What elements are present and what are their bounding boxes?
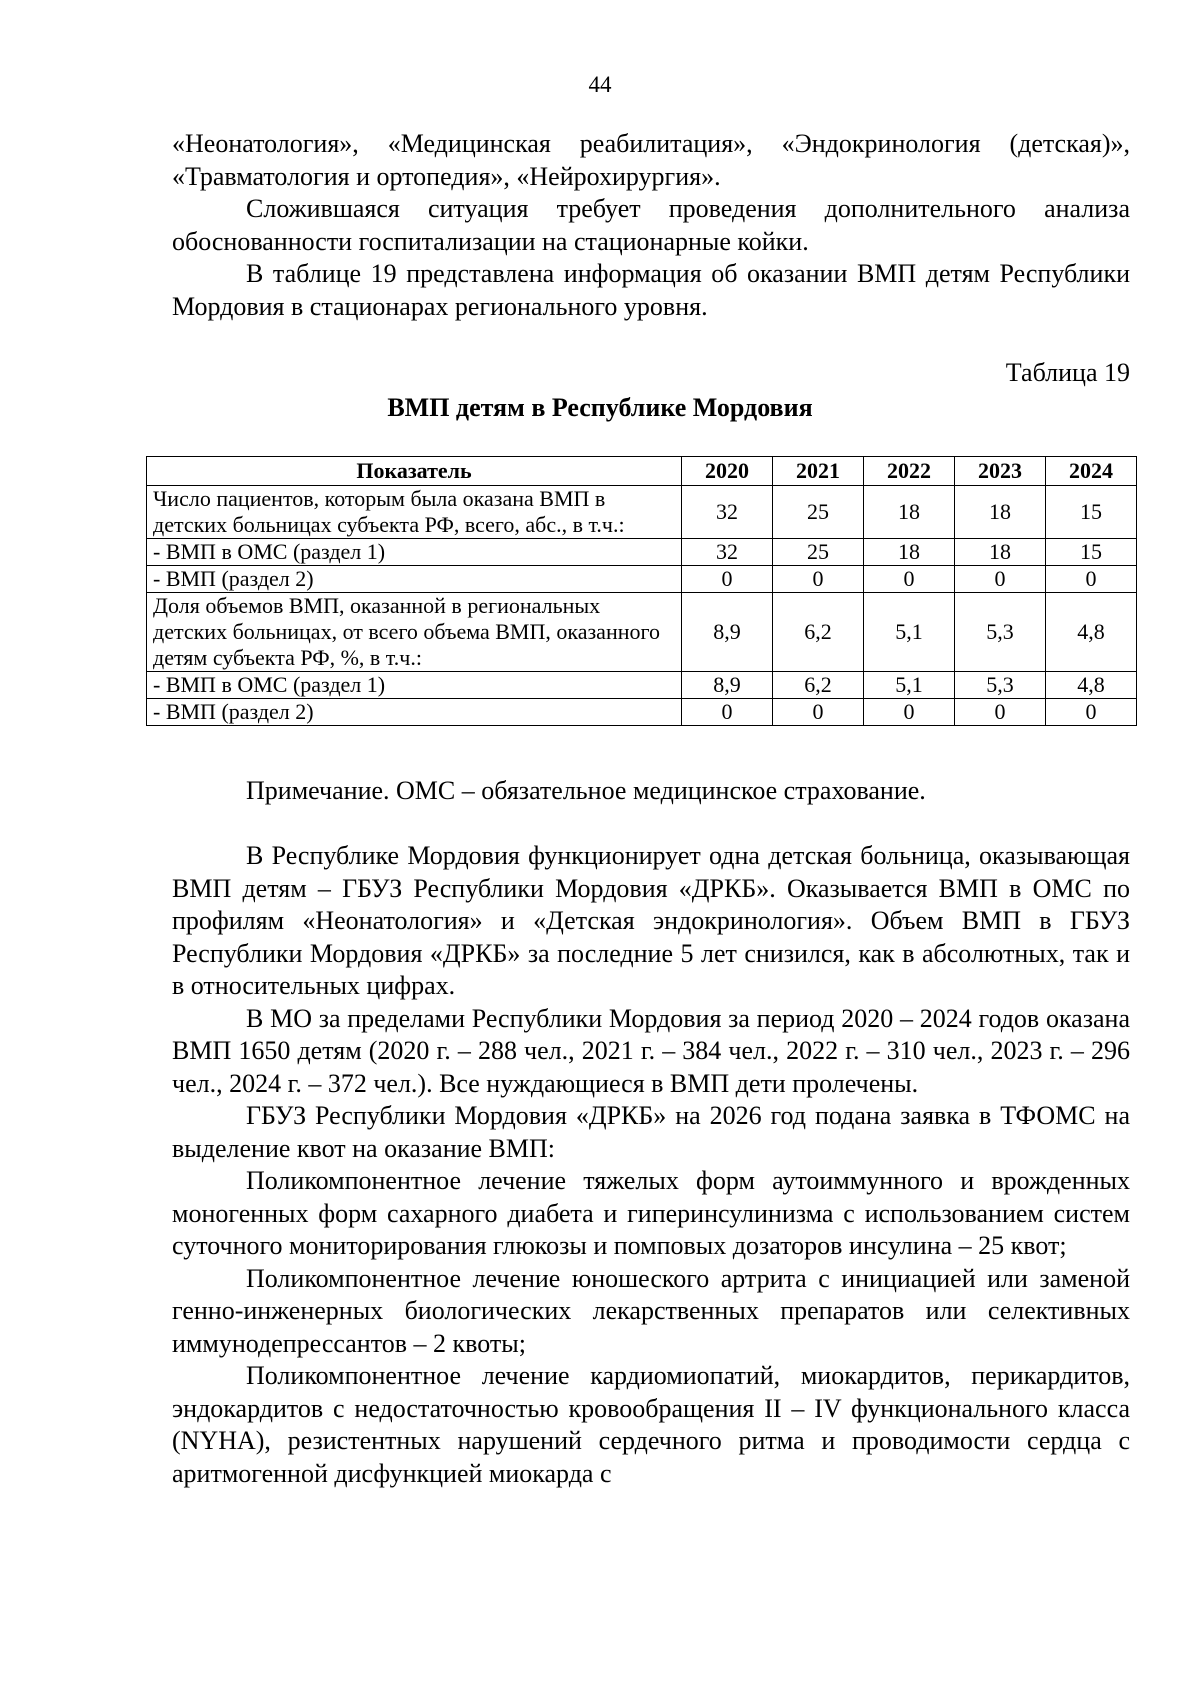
table-label: Таблица 19 bbox=[1005, 358, 1130, 387]
paragraph: В МО за пределами Республики Мордовия за период 2020 – 2024 годов оказана ВМП 1650 детям (2020 г. – 288 чел., 2021 г. – 384 чел., 2022 г. – 310 чел., 2023 г. – 296 чел., 2024 г. – 372 чел.). Все нуждающиеся в ВМП дети пролечены. bbox=[172, 1003, 1130, 1098]
table-cell: 5,1 bbox=[864, 593, 955, 672]
table-cell: 0 bbox=[955, 699, 1046, 726]
table-cell: 32 bbox=[682, 486, 773, 539]
page-number: 44 bbox=[588, 72, 612, 97]
paragraph: Сложившаяся ситуация требует проведения дополнительного анализа обоснованности госпитализации на стационарные койки. bbox=[172, 194, 1130, 256]
table-cell: 6,2 bbox=[773, 672, 864, 699]
paragraph: «Неонатология», «Медицинская реабилитация», «Эндокринология (детская)», «Травматология и ортопедия», «Нейрохирургия». bbox=[172, 129, 1130, 191]
table-cell: 0 bbox=[864, 566, 955, 593]
column-header: 2022 bbox=[864, 457, 955, 486]
paragraph: ГБУЗ Республики Мордовия «ДРКБ» на 2026 год подана заявка в ТФОМС на выделение квот на оказание ВМП: bbox=[172, 1101, 1130, 1163]
table-cell: 0 bbox=[682, 566, 773, 593]
table-cell: 15 bbox=[1046, 486, 1137, 539]
table-row bbox=[147, 539, 1137, 566]
row-label: - ВМП (раздел 2) bbox=[147, 699, 682, 726]
table-cell: 6,2 bbox=[773, 593, 864, 672]
table-cell: 18 bbox=[955, 539, 1046, 566]
table-cell: 4,8 bbox=[1046, 593, 1137, 672]
table-row bbox=[147, 486, 1137, 539]
table-cell: 8,9 bbox=[682, 672, 773, 699]
table-cell: 0 bbox=[682, 699, 773, 726]
column-header: 2020 bbox=[682, 457, 773, 486]
table-row bbox=[147, 672, 1137, 699]
table-cell: 0 bbox=[864, 699, 955, 726]
table-row bbox=[147, 566, 1137, 593]
paragraph: В таблице 19 представлена информация об оказании ВМП детям Республики Мордовия в стационарах регионального уровня. bbox=[172, 259, 1130, 321]
column-header: Показатель bbox=[147, 457, 682, 486]
paragraph: Поликомпонентное лечение кардиомиопатий, миокардитов, перикардитов, эндокардитов с недостаточностью кровообращения II – IV функционального класса (NYHA), резистентных нарушений сердечного ритма и проводимости сердца с аритмогенной дисфункцией миокарда с bbox=[172, 1361, 1130, 1488]
body-text bbox=[172, 840, 1130, 1490]
column-header: 2024 bbox=[1046, 457, 1137, 486]
table-cell: 18 bbox=[864, 486, 955, 539]
paragraph: Поликомпонентное лечение тяжелых форм аутоиммунного и врожденных моногенных форм сахарного диабета и гиперинсулинизма с использованием систем суточного мониторирования глюкозы и помповых дозаторов инсулина – 25 квот; bbox=[172, 1166, 1130, 1260]
table-row bbox=[147, 699, 1137, 726]
row-label: - ВМП в ОМС (раздел 1) bbox=[147, 672, 682, 699]
table-cell: 18 bbox=[864, 539, 955, 566]
table-header-row bbox=[147, 457, 1137, 486]
column-header: 2021 bbox=[773, 457, 864, 486]
table-cell: 0 bbox=[773, 566, 864, 593]
row-label: Число пациентов, которым была оказана ВМП в детских больницах субъекта РФ, всего, абс., в т.ч.: bbox=[147, 486, 682, 539]
paragraph: Поликомпонентное лечение юношеского артрита с инициацией или заменой генно-инженерных биологических лекарственных препаратов или селективных иммунодепрессантов – 2 квоты; bbox=[172, 1263, 1130, 1358]
table-cell: 5,3 bbox=[955, 593, 1046, 672]
table-note: Примечание. ОМС – обязательное медицинское страхование. bbox=[246, 776, 926, 805]
row-label: - ВМП в ОМС (раздел 1) bbox=[147, 539, 682, 566]
table-cell: 15 bbox=[1046, 539, 1137, 566]
table-cell: 0 bbox=[955, 566, 1046, 593]
table-cell: 18 bbox=[955, 486, 1046, 539]
table-cell: 4,8 bbox=[1046, 672, 1137, 699]
table-cell: 0 bbox=[1046, 699, 1137, 726]
table-cell: 25 bbox=[773, 486, 864, 539]
column-header: 2023 bbox=[955, 457, 1046, 486]
table-cell: 0 bbox=[773, 699, 864, 726]
table-cell: 8,9 bbox=[682, 593, 773, 672]
row-label: - ВМП (раздел 2) bbox=[147, 566, 682, 593]
intro-text bbox=[172, 128, 1130, 323]
table-title: ВМП детям в Республике Мордовия bbox=[387, 393, 813, 422]
table-cell: 25 bbox=[773, 539, 864, 566]
data-table bbox=[146, 456, 1137, 726]
row-label: Доля объемов ВМП, оказанной в региональных детских больницах, от всего объема ВМП, оказанного детям субъекта РФ, %, в т.ч.: bbox=[147, 593, 682, 672]
table-row bbox=[147, 593, 1137, 672]
table-cell: 0 bbox=[1046, 566, 1137, 593]
table-cell: 5,1 bbox=[864, 672, 955, 699]
table-cell: 5,3 bbox=[955, 672, 1046, 699]
table-cell: 32 bbox=[682, 539, 773, 566]
paragraph: В Республике Мордовия функционирует одна детская больница, оказывающая ВМП детям – ГБУЗ Республики Мордовия «ДРКБ». Оказывается ВМП в ОМС по профилям «Неонатология» и «Детская эндокринология». Объем ВМП в ГБУЗ Республики Мордовия «ДРКБ» за последние 5 лет снизился, как в абсолютных, так и в относительных цифрах. bbox=[172, 841, 1130, 1000]
